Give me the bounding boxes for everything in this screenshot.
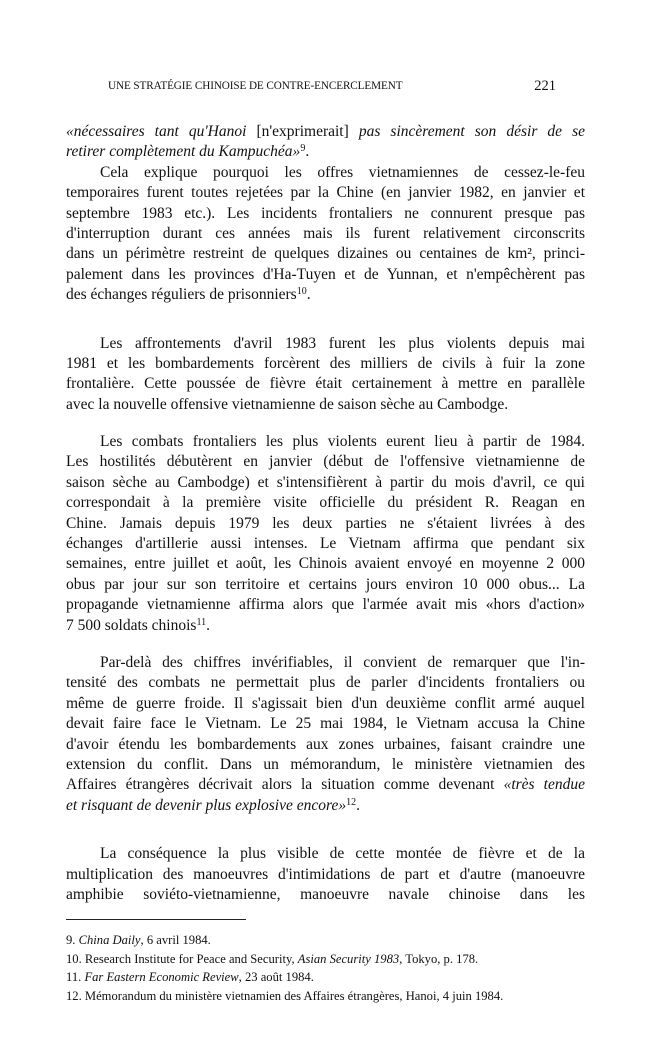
footnote-ref: 11 (196, 616, 207, 628)
text-run: palement dans les provinces d'Ha-Tuyen et de Yunnan, et n'empêchèrent pas (66, 265, 585, 283)
text-run: , 23 août 1984. (238, 970, 314, 985)
text-line (66, 163, 585, 183)
running-header (108, 78, 556, 96)
text-run: d'interruption durant ces années mais ils furent relativement circonscrits (66, 224, 585, 242)
text-line (66, 354, 585, 374)
text-line (66, 122, 585, 142)
text-run: tensité des combats ne permettait plus de parler d'incidents frontaliers ou (66, 674, 585, 692)
text-run: «très tendue (503, 776, 585, 794)
text-line (66, 395, 585, 415)
text-run: China Daily (78, 933, 141, 947)
text-line (66, 334, 585, 354)
text-run: frontalière. Cette poussée de fièvre était certainement à mettre en parallèle (66, 375, 585, 393)
text-run: pas sincèrement son désir de se (358, 123, 585, 140)
text-line (66, 473, 585, 493)
text-run: 12. Mémorandum du ministère vietnamien des Affaires étrangères, Hanoi, 4 juin 1984. (66, 988, 504, 1003)
footnote (66, 931, 586, 950)
text-run: . (306, 286, 311, 304)
text-line (66, 653, 585, 673)
text-run: Chine. Jamais depuis 1979 les deux parties ne s'étaient livrées à des (66, 514, 585, 532)
text-run: [n'exprimerait] (256, 123, 359, 140)
text-run: , 6 avril 1984. (140, 933, 211, 947)
paragraph (66, 122, 585, 163)
text-run: dans un périmètre restreint de quelques dizaines ou centaines de km², princi- (66, 245, 585, 263)
text-line (66, 534, 585, 554)
text-line (66, 735, 585, 755)
text-line (66, 204, 585, 224)
text-line (66, 844, 585, 864)
footnote (66, 987, 586, 1006)
text-run: . (356, 796, 360, 814)
text-run: Par-delà des chiffres invérifiables, il convient de remarquer que l'in- (100, 653, 585, 671)
footnote-ref: 9 (300, 143, 306, 155)
text-line (66, 374, 585, 394)
footnote (66, 950, 586, 969)
text-run: . (305, 143, 310, 161)
footnotes (66, 931, 586, 1005)
text-line (66, 514, 585, 534)
text-run: extension du conflit. Dans un mémorandum, le ministère vietnamien des (66, 755, 585, 773)
text-line (66, 432, 585, 452)
text-line (66, 224, 585, 244)
text-line (66, 265, 585, 285)
text-run: obus par jour sur son territoire et certains jours environ 10 000 obus... La (66, 575, 585, 593)
text-run: Affaires étrangères décrivait alors la situation comme devenant (66, 776, 504, 794)
text-run: Cela explique pourquoi les offres vietnamiennes de cessez-le-feu (100, 163, 585, 181)
paragraph (66, 653, 585, 816)
text-line (66, 796, 585, 816)
text-run: des échanges réguliers de prisonniers (66, 286, 297, 304)
text-line (66, 554, 585, 574)
text-run: échanges d'artillerie aussi intenses. Le Vietnam affirma que pendant six (66, 535, 585, 553)
text-line (66, 285, 585, 305)
text-run: multiplication des manoeuvres d'intimidations de part et d'autre (manoeuvre (66, 865, 585, 883)
text-run: propagande vietnamienne affirma alors que l'armée avait mis «hors d'action» (66, 596, 585, 614)
running-title: UNE STRATÉGIE CHINOISE DE CONTRE-ENCERCLEMENT (108, 80, 403, 92)
text-line (66, 616, 585, 636)
text-run: saison sèche au Cambodge) et s'intensifièrent à partir du mois d'avril, ce qui (66, 473, 585, 491)
paragraph (66, 334, 585, 416)
text-line (66, 452, 585, 472)
page-number: 221 (534, 78, 556, 94)
text-line (66, 673, 585, 693)
text-run: , Tokyo, p. 178. (399, 951, 479, 966)
footnote (66, 968, 586, 987)
text-run: . (206, 616, 210, 634)
text-run: «nécessaires tant qu'Hanoi (66, 123, 257, 140)
text-line (66, 493, 585, 513)
text-run: Far Eastern Economic Review (84, 970, 239, 985)
text-run: septembre 1983 etc.). Les incidents frontaliers ne connurent presque pas (66, 204, 585, 222)
text-line (66, 142, 585, 162)
text-run: et risquant de devenir plus explosive encore» (66, 796, 347, 814)
text-line (66, 694, 585, 714)
text-line (66, 775, 585, 795)
text-line (66, 244, 585, 264)
text-run: Les combats frontaliers les plus violents eurent lieu à partir de 1984. (100, 433, 585, 451)
text-line (66, 183, 585, 203)
text-line (66, 865, 585, 885)
text-line (66, 575, 585, 595)
text-run: temporaires furent toutes rejetées par la Chine (en janvier 1982, en janvier et (66, 184, 585, 202)
text-run: Asian Security 1983 (297, 951, 400, 966)
text-line (66, 885, 585, 905)
text-run: Les affrontements d'avril 1983 furent les plus violents depuis mai (100, 334, 585, 352)
text-run: semaines, entre juillet et août, les Chinois avaient envoyé en moyenne 2 000 (66, 555, 585, 573)
text-run: 10. Research Institute for Peace and Security, (66, 951, 298, 966)
footnote-divider (66, 919, 246, 920)
footnote-ref: 12 (346, 796, 357, 808)
paragraph (66, 163, 585, 306)
text-run: 7 500 soldats chinois (66, 616, 197, 634)
text-run: devait faire face le Vietnam. Le 25 mai 1984, le Vietnam accusa la Chine (66, 715, 585, 733)
text-run: La conséquence la plus visible de cette montée de fièvre et de la (100, 845, 585, 863)
text-line (66, 595, 585, 615)
text-run: d'avoir étendu les bombardements aux zones urbaines, faisant craindre une (66, 735, 585, 753)
text-run: avec la nouvelle offensive vietnamienne de saison sèche au Cambodge. (66, 395, 509, 413)
paragraph (66, 432, 585, 636)
text-run: 1981 et les bombardements forcèrent des milliers de civils à fuir la zone (66, 354, 585, 372)
text-run: Les hostilités débutèrent en janvier (début de l'offensive vietnamienne de (66, 453, 585, 471)
text-run: même de guerre froide. Il s'agissait bien d'un deuxième conflit armé auquel (66, 694, 585, 712)
body-text (66, 122, 585, 905)
text-run: 9. (66, 933, 79, 947)
text-run: amphibie soviéto-vietnamienne, manoeuvre navale chinoise dans les (66, 885, 585, 903)
text-line (66, 714, 585, 734)
text-run: 11. (66, 970, 85, 985)
text-run: correspondait à la première visite officielle du président R. Reagan en (66, 494, 585, 512)
text-line (66, 755, 585, 775)
paragraph (66, 844, 585, 905)
text-run: retirer complètement du Kampuchéa» (66, 143, 301, 161)
footnote-ref: 10 (296, 286, 307, 298)
